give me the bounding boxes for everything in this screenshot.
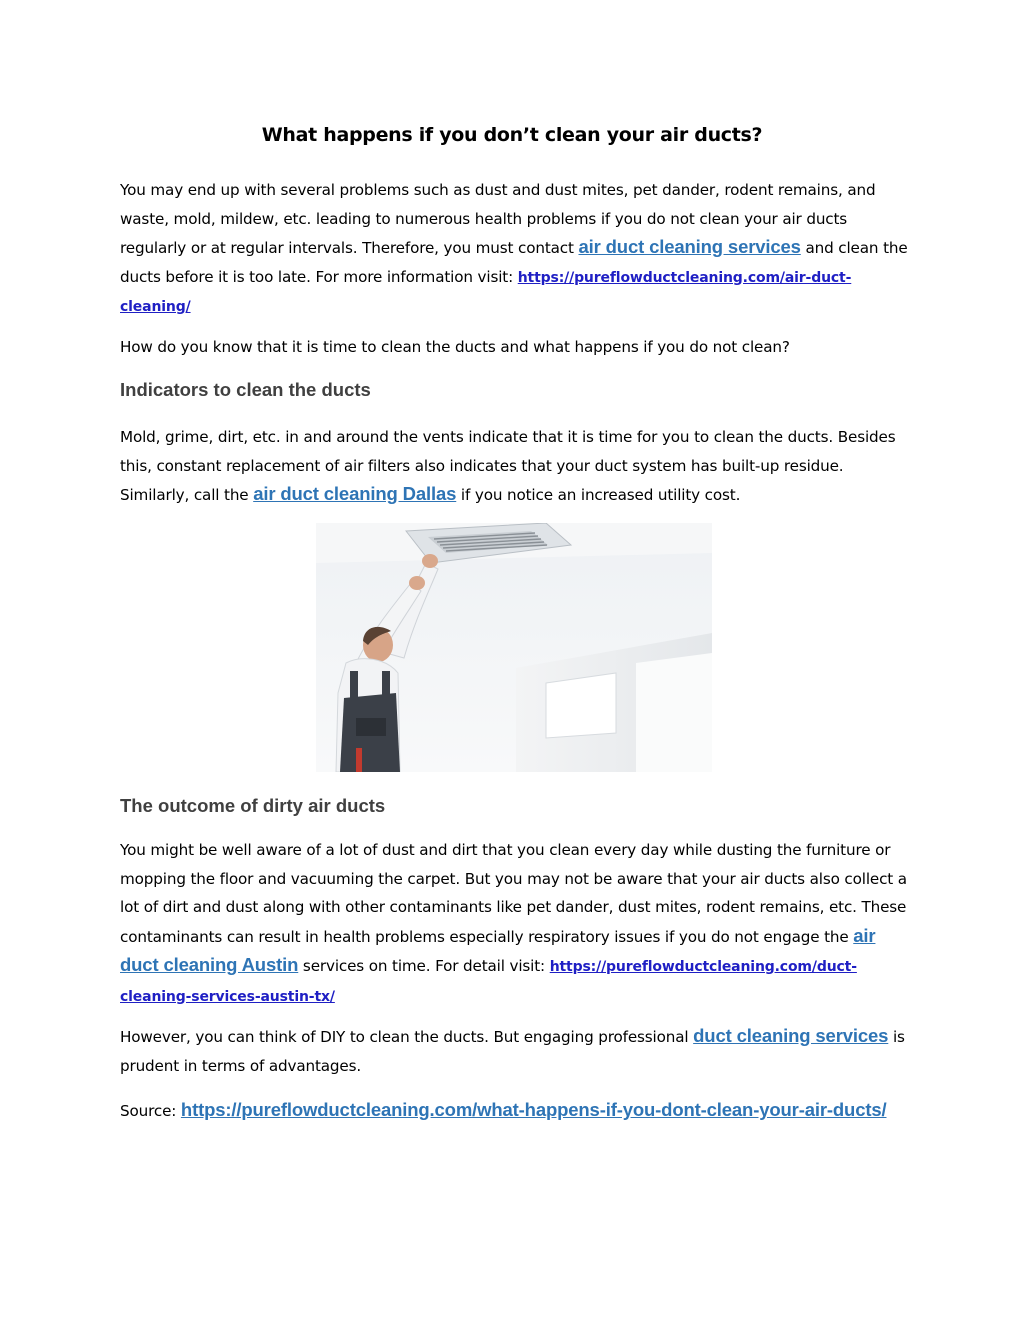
- air-duct-cleaning-url-link[interactable]: https://pureflowductcleaning.com/air-duct-cleaning/: [120, 269, 852, 315]
- indicators-text-2: if you notice an increased utility cost.: [456, 486, 741, 504]
- air-duct-cleaning-services-link[interactable]: air duct cleaning services: [578, 236, 801, 257]
- intro-text-1: You may end up with several problems such as dust and dust mites, pet dander, rodent remains, and waste, mold, mildew, etc. leading to numerous health problems if you do not clean your air ducts regularly or at regular intervals. Therefore, you must contact: [120, 181, 876, 257]
- diy-paragraph: [120, 1022, 910, 1080]
- duct-cleaning-photo: [316, 523, 712, 772]
- page-title: What happens if you don’t clean your air ducts?: [261, 124, 763, 146]
- outcome-text-2: services on time. For detail visit:: [298, 957, 550, 975]
- section-heading-outcome: The outcome of dirty air ducts: [120, 795, 386, 816]
- question-paragraph: How do you know that it is time to clean the ducts and what happens if you do not clean?: [120, 338, 790, 356]
- intro-paragraph: [120, 176, 910, 322]
- duct-cleaning-services-link[interactable]: duct cleaning services: [693, 1025, 889, 1046]
- air-duct-cleaning-dallas-link[interactable]: air duct cleaning Dallas: [253, 483, 457, 504]
- source-label: Source:: [120, 1102, 181, 1120]
- intro-text-2: and clean the ducts before it is too late. For more information visit:: [120, 239, 908, 286]
- outcome-text-1: You might be well aware of a lot of dust and dirt that you clean every day while dusting the furniture or mopping the floor and vacuuming the carpet. But you may not be aware that your air ducts also collect a lot of dirt and dust along with other contaminants like pet dander, dust mites, rodent remains, etc. These contaminants can result in health problems especially respiratory issues if you do not engage the: [120, 841, 907, 946]
- indicators-paragraph: [120, 423, 910, 510]
- air-duct-cleaning-austin-link[interactable]: air duct cleaning Austin: [120, 924, 876, 975]
- indicators-text-1: Mold, grime, dirt, etc. in and around the vents indicate that it is time for you to clean the ducts. Besides this, constant replacement of air filters also indicates that your duct system has built-up residue. Similarly, call the: [120, 428, 896, 504]
- source-url-link[interactable]: https://pureflowductcleaning.com/what-happens-if-you-dont-clean-your-air-ducts/: [180, 1099, 887, 1120]
- diy-text-1: However, you can think of DIY to clean the ducts. But engaging professional: [120, 1028, 694, 1046]
- source-paragraph: [120, 1096, 910, 1126]
- austin-url-link[interactable]: https://pureflowductcleaning.com/duct-cleaning-services-austin-tx/: [120, 959, 857, 1005]
- diy-text-2: is prudent in terms of advantages.: [120, 1028, 905, 1075]
- outcome-paragraph: [120, 836, 910, 1011]
- section-heading-indicators: Indicators to clean the ducts: [120, 379, 371, 400]
